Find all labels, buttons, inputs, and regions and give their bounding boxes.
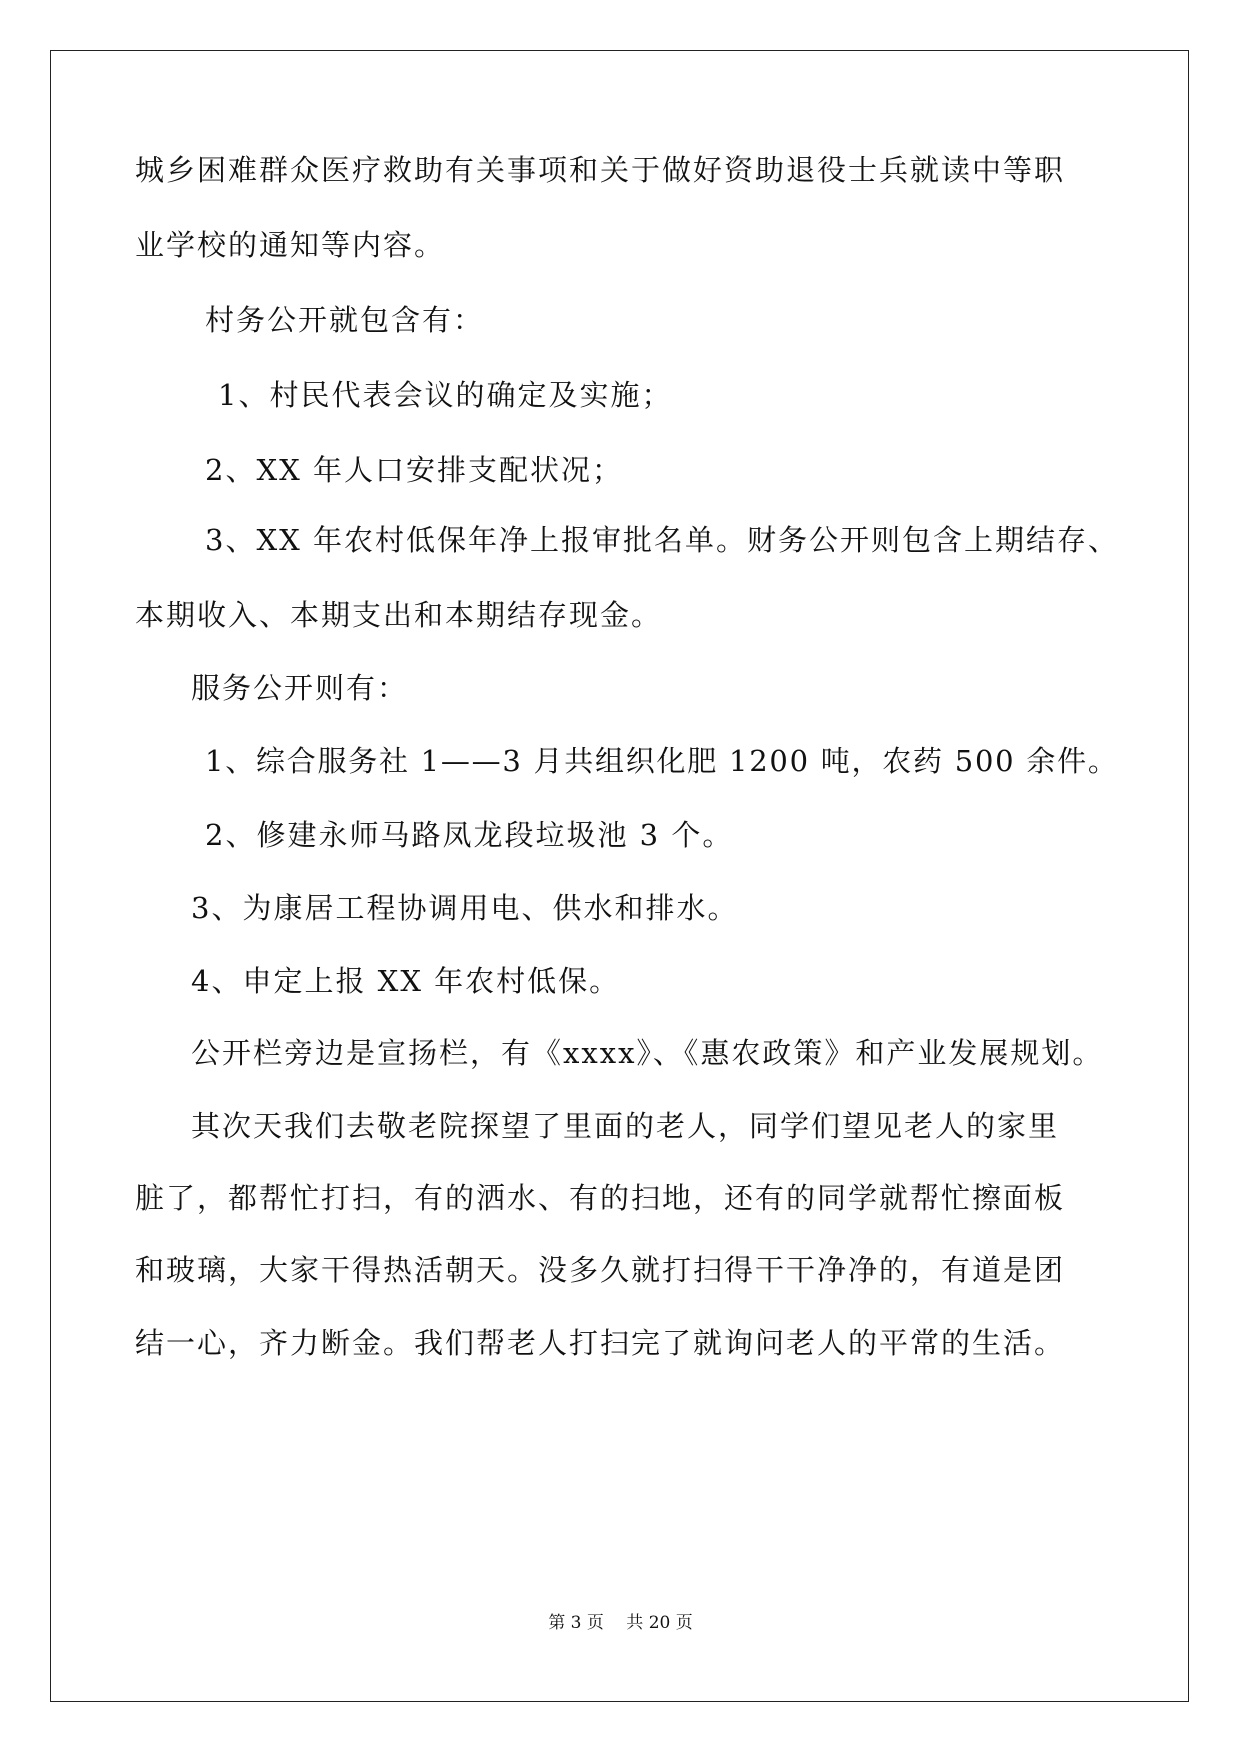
body-line-13: 公开栏旁边是宣扬栏，有《xxxx》、《惠农政策》和产业发展规划。 [191, 1036, 1104, 1070]
body-line-5: 2、XX 年人口安排支配状况； [205, 453, 623, 487]
body-line-3: 村务公开就包含有： [205, 303, 485, 337]
body-line-7: 本期收入、本期支出和本期结存现金。 [135, 598, 663, 632]
body-line-16: 和玻璃，大家干得热活朝天。没多久就打扫得干干净净的，有道是团 [135, 1253, 1066, 1287]
body-line-4: 1、村民代表会议的确定及实施； [218, 378, 673, 412]
body-line-1: 城乡困难群众医疗救助有关事项和关于做好资助退役士兵就读中等职 [135, 153, 1066, 187]
page-border [50, 50, 1189, 1702]
body-line-14: 其次天我们去敬老院探望了里面的老人，同学们望见老人的家里 [191, 1109, 1060, 1143]
body-line-10: 2、修建永师马路凤龙段垃圾池 3 个。 [205, 818, 734, 852]
body-line-8: 服务公开则有： [191, 671, 409, 705]
body-line-12: 4、申定上报 XX 年农村低保。 [191, 964, 621, 998]
body-line-6: 3、XX 年农村低保年净上报审批名单。财务公开则包含上期结存、 [205, 523, 1119, 557]
page-number-footer: 第 3 页 共 20 页 [548, 1613, 693, 1633]
body-line-9: 1、综合服务社 1——3 月共组织化肥 1200 吨，农药 500 余件。 [205, 744, 1119, 778]
body-line-17: 结一心，齐力断金。我们帮老人打扫完了就询问老人的平常的生活。 [135, 1326, 1066, 1360]
body-line-11: 3、为康居工程协调用电、供水和排水。 [191, 891, 739, 925]
body-line-2: 业学校的通知等内容。 [135, 228, 446, 262]
body-line-15: 脏了，都帮忙打扫，有的洒水、有的扫地，还有的同学就帮忙擦面板 [135, 1181, 1066, 1215]
